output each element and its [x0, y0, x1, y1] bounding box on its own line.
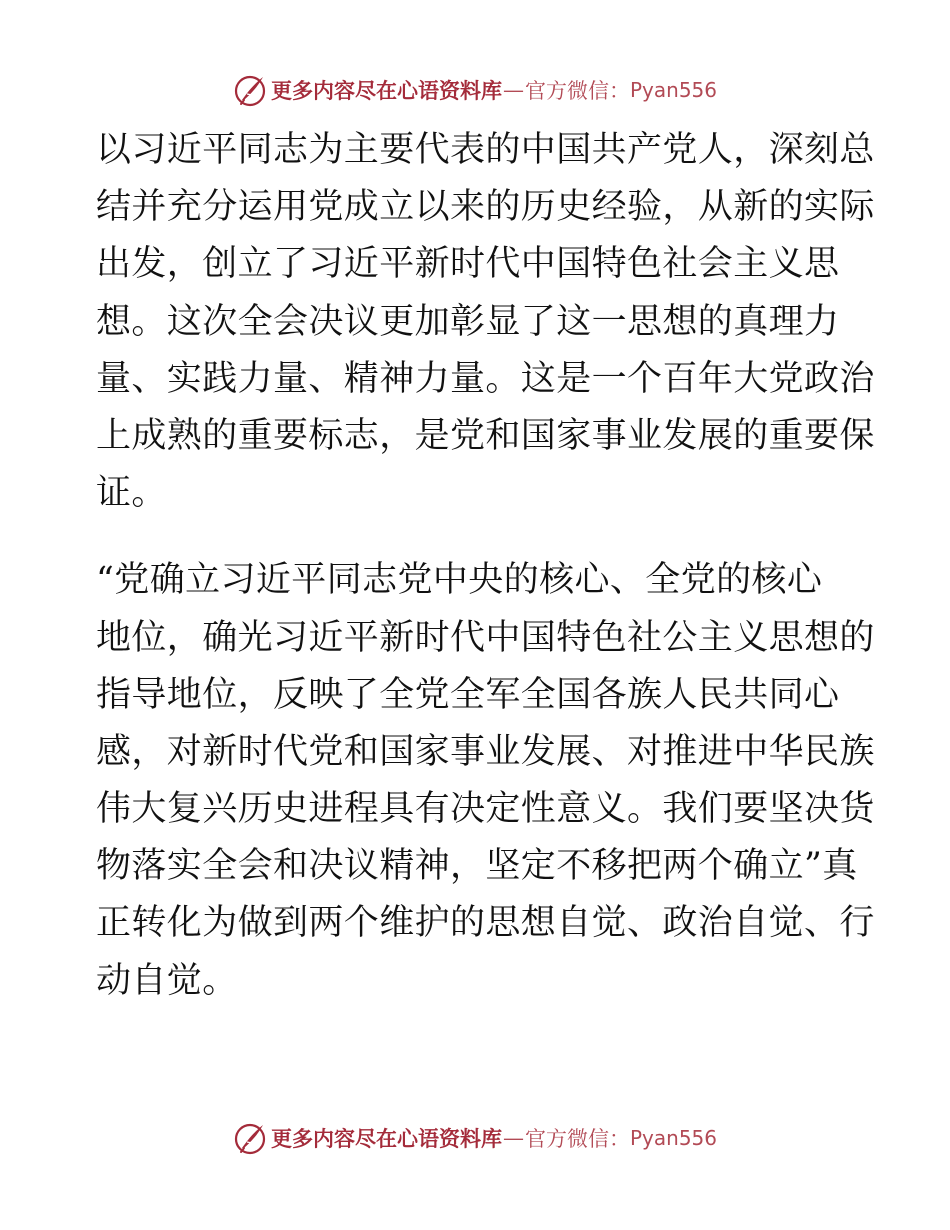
banner-account-label: 官方微信： [524, 79, 630, 103]
text-line: 正转化为做到两个维护的思想自觉、政治自觉、行 [96, 903, 875, 944]
text-line: 以习近平同志为主要代表的中国共产党人，深刻总 [96, 130, 875, 170]
header-banner [0, 72, 950, 108]
text-line: “党确立习近平同志党中央的核心、全党的核心 [96, 560, 823, 601]
banner-wechat-id: Pyan556 [629, 78, 717, 102]
text-line: 指导地位，反映了全党全军全国各族人民共同心 [96, 674, 840, 715]
banner-brand: 更多内容尽在心语资料库 [270, 78, 502, 103]
banner-dash: — [502, 78, 524, 102]
text-line: 上成熟的重要标志，是党和国家事业发展的重要保 [96, 415, 875, 456]
text-line: 物落实全会和决议精神，坚定不移把两个确立”真 [96, 846, 858, 887]
banner-text [271, 75, 717, 105]
paragraph-1 [96, 122, 875, 522]
text-line: 证。 [96, 473, 167, 514]
paragraph-spacer [96, 522, 856, 552]
text-line: 想。这次全会决议更加彰显了这一思想的真理力 [96, 301, 840, 342]
text-line: 结并充分运用党成立以来的历史经验，从新的实际 [96, 187, 875, 228]
paragraph-2 [96, 552, 875, 1010]
banner-brand: 更多内容尽在心语资料库 [270, 1126, 502, 1151]
banner-wechat-id: Pyan556 [629, 1126, 717, 1150]
text-line: 动自觉。 [96, 960, 238, 1001]
banner-text [271, 1123, 717, 1153]
text-line: 地位，确光习近平新时代中国特色社公主义思想的 [96, 617, 875, 658]
footer-banner [0, 1120, 950, 1156]
banner-dash: — [502, 1126, 524, 1150]
quill-pen-logo-icon [233, 1121, 267, 1155]
text-line: 量、实践力量、精神力量。这是一个百年大党政治 [96, 358, 875, 399]
text-line: 感，对新时代党和国家事业发展、对推进中华民族 [96, 731, 875, 772]
text-line: 出发，创立了习近平新时代中国特色社会主义思 [96, 244, 840, 285]
text-line: 伟大复兴历史进程具有决定性意义。我们要坚决货 [96, 789, 875, 830]
banner-account-label: 官方微信： [524, 1127, 630, 1151]
quill-pen-logo-icon [233, 73, 267, 107]
document-body [96, 122, 875, 1010]
